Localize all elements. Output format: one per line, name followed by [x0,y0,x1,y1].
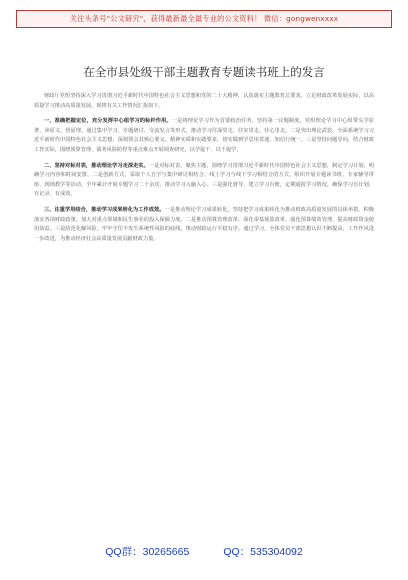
document-title: 在全市县处级干部主题教育专题读书班上的发言 [83,65,325,79]
section-body-2: 一是对标对表，聚焦主题，围绕学习贯彻习近平新时代中国特色社会主义思想，制定学习计划，明确学习内容和时间安排。二是创新方式，采取个人自学与集中研讨相结合、线上学习与线下学习相结合的方式，组织开展专题读书班、专家辅导讲座、现场教学等活动，全年累计开展专题学习二十余次，推动学习入脑入心。三是强化督导，建立学习台账，定期通报学习情况，确保学习有计划、有记录、有成效。 [34,162,374,198]
qq-text: QQ：535304092 [223,546,303,558]
section-paragraph-2 [34,162,374,200]
section-heading-2: 二、坚持对标对表，推动理论学习走深走实。 [44,162,149,169]
section-heading-3: 三、注重学用结合，推动学习成果转化为工作成效。 [44,206,165,213]
contact-footer [0,544,408,559]
section-paragraph-3 [34,206,374,244]
document-body [34,92,374,250]
qq-group-text: QQ群：30265665 [105,546,190,558]
section-paragraph-1 [34,117,374,155]
section-body-3: 一是推动理论学习成果转化，坚持把学习成果转化为推动财政高质量发展的具体举措，积极落实各项财政政策，加大对重点领域和民生事业的投入保障力度。二是推动预算管理改革，深化零基预算改革，强化预算绩效管理，提高财政资金使用效益。三是防范化解风险，牢牢守住不发生系统性风险的底线，推动财政运行平稳有序。通过学习，全体党员干部思想认识不断提高，工作作风进一步改进，为推动经济社会高质量发展贡献财政力量。 [34,206,374,242]
promo-banner-text: 关注头条号"公文研究"，获得最新最全最专业的公文资料！ 微信：gongwenxxxx [69,14,339,23]
section-body-1: 一是将理论学习作为首要政治任务，坚持第一议题制度，党组理论学习中心组带头学原著、读原文、悟原理，通过集中学习、专题研讨、交流发言等形式，推动学习往深里走、往实里走、往心里走。二是突出理论武装，全面系统学习习近平新时代中国特色社会主义思想，深刻领会其核心要义、精神实质和实践要求，切实做到学思用贯通、知信行统一。三是坚持问题导向，结合财政工作实际，围绕预算管理、债务风险防控等重点难点开展调查研究，以学促干、以干促学。 [34,118,374,153]
intro-paragraph: 财政厅党组坚持深入学习贯彻习近平新时代中国特色社会主义思想和党的二十大精神，认真落实主题教育总要求，立足财政改革发展实际，以高质量学习推动高质量发展，现将有关工作情况汇报如下。 [34,93,374,109]
section-heading-1: 一、准确把握定位，充分发挥中心组学习的标杆作用。 [44,118,172,125]
promo-banner [16,10,392,28]
